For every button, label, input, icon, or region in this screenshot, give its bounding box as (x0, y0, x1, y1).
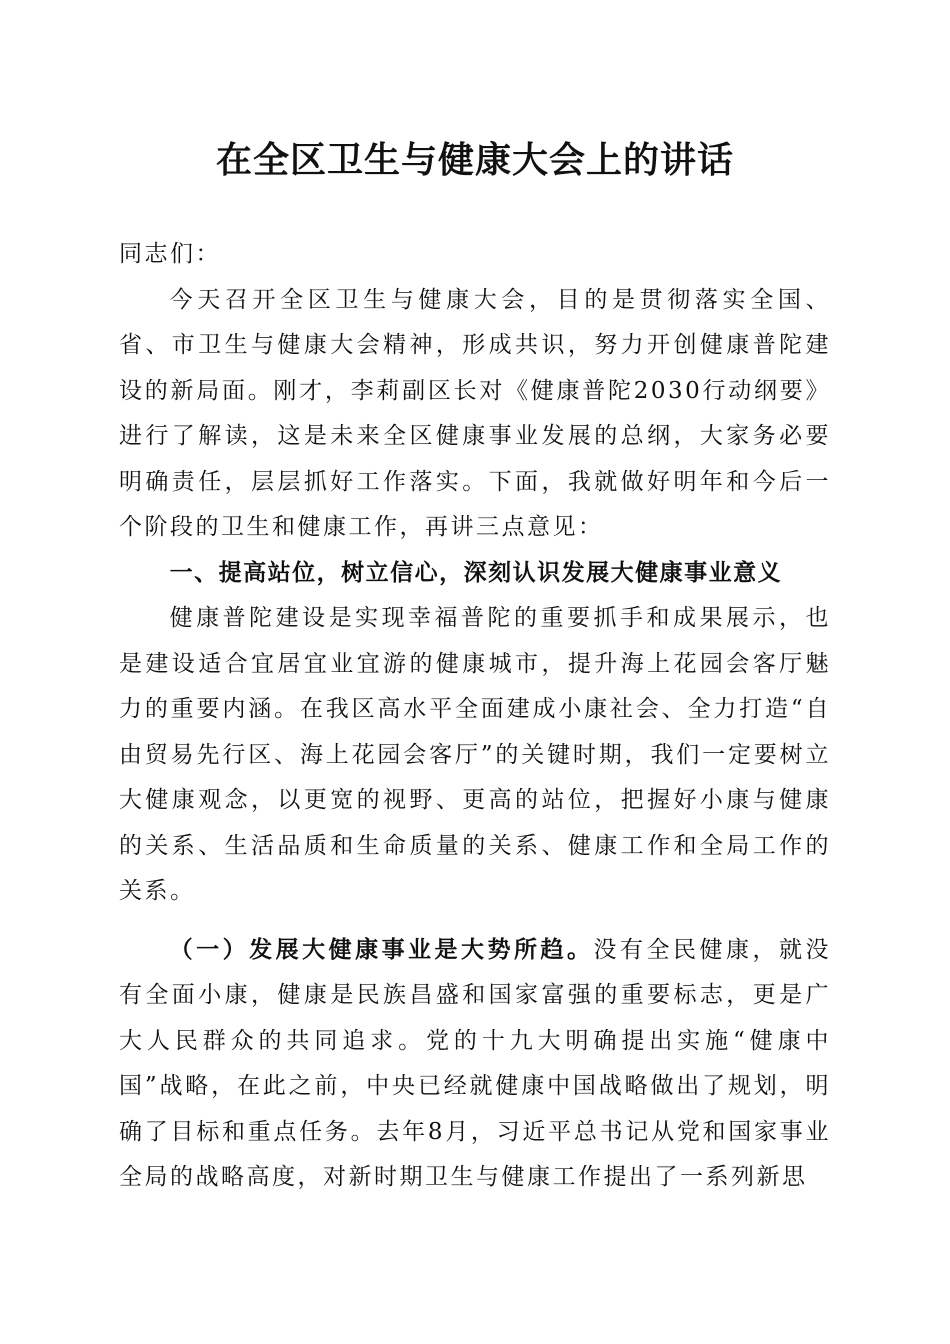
subsection-1-text: 没有全民健康，就没有全面小康，健康是民族昌盛和国家富强的重要标志，更是广大人民群众的共同追求。党的十九大明确提出实施“健康中国”战略，在此之前，中央已经就健康中国战略做出了规划，明确了目标和重点任务。去年8月，习近平总书记从党和国家事业全局的战略高度，对新时期卫生与健康工作提出了一系列新思 (119, 936, 831, 1190)
subsection-1-lead: （一）发展大健康事业是大势所趋。 (169, 935, 594, 963)
salutation: 同志们： (119, 241, 221, 267)
page-title: 在全区卫生与健康大会上的讲话 (215, 139, 734, 181)
subsection-1-paragraph (119, 927, 831, 1201)
section-1-paragraph: 健康普陀建设是实现幸福普陀的重要抓手和成果展示，也是建设适合宜居宜业宜游的健康城市，提升海上花园会客厅魅力的重要内涵。在我区高水平全面建成小康社会、全力打造“自由贸易先行区、海上花园会客厅”的关键时期，我们一定要树立大健康观念，以更宽的视野、更高的站位，把握好小康与健康的关系、生活品质和生命质量的关系、健康工作和全局工作的关系。 (119, 605, 831, 904)
document-body (119, 232, 831, 1201)
section-heading-1: 一、提高站位，树立信心，深刻认识发展大健康事业意义 (169, 559, 783, 586)
intro-paragraph: 今天召开全区卫生与健康大会，目的是贯彻落实全国、省、市卫生与健康大会精神，形成共识，努力开创健康普陀建设的新局面。刚才，李莉副区长对《健康普陀2030行动纲要》进行了解读，这是未来全区健康事业发展的总纲，大家务必要明确责任，层层抓好工作落实。下面，我就做好明年和今后一个阶段的卫生和健康工作，再讲三点意见： (119, 286, 831, 540)
